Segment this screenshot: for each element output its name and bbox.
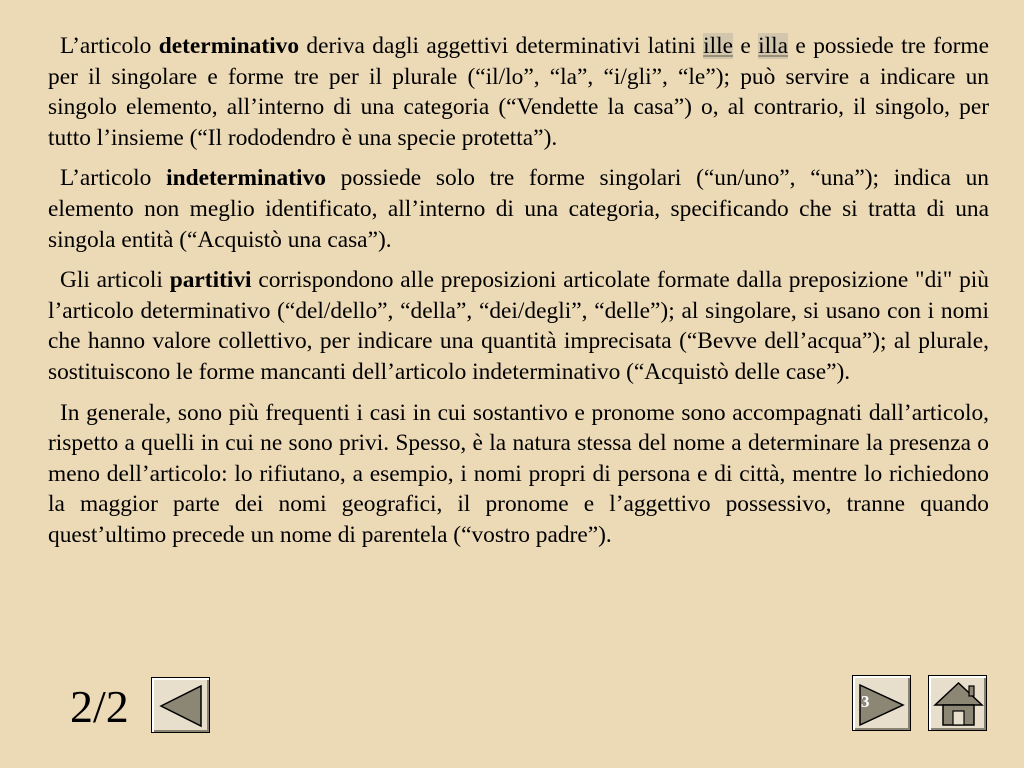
link-illa[interactable]: illa bbox=[758, 33, 789, 59]
previous-page-button[interactable] bbox=[151, 677, 210, 733]
next-page-number: 3 bbox=[861, 692, 870, 711]
link-ille[interactable]: ille bbox=[703, 33, 734, 59]
paragraph-text: L’articolo bbox=[60, 165, 167, 192]
paragraph-text: deriva dagli aggettivi determinativi latini bbox=[299, 33, 704, 59]
paragraph-text: Gli articoli bbox=[60, 267, 170, 294]
page-indicator: 2/2 bbox=[70, 681, 129, 732]
term-determinativo: determinativo bbox=[158, 33, 300, 59]
paragraph-text: e possiede tre forme per il singolare e forme tre per il plurale (“il/lo”, “la”, “i/gli”, “le”); può servire a indicare un singolo elemento, all’interno di una categoria (“Vendette la casa”) o, al contrario, il singolo, per tutto l’insieme (“Il rododendro è una specie protetta”). bbox=[48, 33, 990, 151]
paragraph-text: possiede solo tre forme singolari (“un/uno”, “una”); indica un elemento non meglio identificato, all’interno di una categoria, specificando che si tratta di una singola entità (“Acquistò una casa”). bbox=[48, 165, 990, 253]
next-page-button[interactable] bbox=[852, 675, 911, 731]
paragraph-text: corrispondono alle preposizioni articolate formate dalla preposizione "di" più l’articolo determinativo (“del/dello”, “della”, “dei/degli”, “delle”); al singolare, si usano con i nomi che hanno valore collettivo, per indicare una quantità imprecisata (“Bevve dell’acqua”); al plurale, sostituiscono le forme mancanti dell’articolo indeterminativo (“Acquistò delle case”). bbox=[48, 267, 990, 385]
triangle-left-icon bbox=[152, 678, 211, 734]
term-indeterminativo: indeterminativo bbox=[166, 165, 326, 192]
paragraph-generale bbox=[48, 398, 989, 551]
house-icon bbox=[929, 676, 988, 732]
paragraph-partitivi bbox=[48, 265, 989, 387]
paragraph-determinativo bbox=[48, 31, 989, 153]
term-partitivi: partitivi bbox=[169, 267, 252, 294]
paragraph-text: In generale, sono più frequenti i casi in cui sostantivo e pronome sono accompagnati dall’articolo, rispetto a quelli in cui ne sono privi. Spesso, è la natura stessa del nome a determinare la presenza o meno dell’articolo: lo rifiutano, a esempio, i nomi propri di persona e di città, mentre lo richiedono la maggior parte dei nomi geografici, il pronome e l’aggettivo possessivo, tranne quando quest’ultimo precede un nome di parentela (“vostro padre”). bbox=[48, 399, 989, 548]
article-body bbox=[48, 31, 989, 561]
home-button[interactable] bbox=[928, 675, 987, 731]
paragraph-text: e bbox=[733, 33, 759, 59]
paragraph-text: L’articolo bbox=[60, 33, 159, 59]
paragraph-indeterminativo bbox=[48, 163, 989, 255]
